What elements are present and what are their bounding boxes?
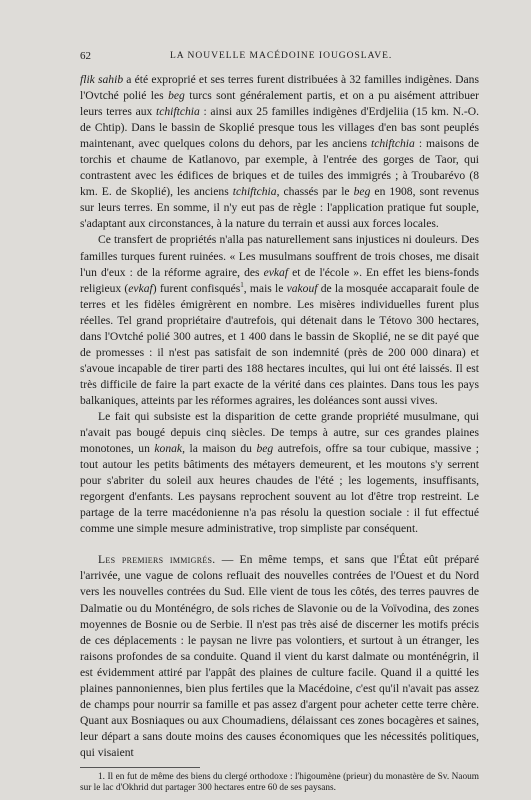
italic-term: beg <box>353 185 371 199</box>
text-run: Ce transfert de propriétés n'alla pas naturellement sans injustices ni douleurs. Des familles turques furent ruinées. « Les musulmans souffrent de trois choses, me disait l'un d'eux : de la réforme agraire, des <box>80 233 479 279</box>
text-run: , mais le <box>243 281 287 295</box>
running-head <box>80 50 479 68</box>
page-number: 62 <box>80 50 91 62</box>
body-text <box>80 72 479 761</box>
text-run: : ainsi aux 25 familles indigènes d'Erdjeliia (15 km. N.-O. de Chtip). Dans le bassin de Skoplié presque tous les villages d'en bas sont peuplés maintenant, avec quelques colons du dehors, par les anciens <box>80 105 480 151</box>
text-run: a été exproprié et ses terres furent distribuées à 32 familles indigènes. Dans l'Ovtché polié les <box>80 73 479 103</box>
paragraph <box>80 409 479 537</box>
text-run: , la maison du <box>182 442 257 456</box>
italic-term: tchiftchia <box>232 185 277 199</box>
text-run: et de l'école ». En effet les biens-fonds religieux ( <box>80 265 479 295</box>
footnote-marker: 1 <box>240 280 244 289</box>
text-run: en 1908, sont revenus sur leurs terres. En somme, il n'y eut pas de règle : l'application pratique fut souple, s'adaptant aux circonstances, à la nature du terrain et aussi aux forces locales. <box>80 185 479 231</box>
paragraph <box>80 232 479 409</box>
running-title: LA NOUVELLE MACÉDOINE IOUGOSLAVE. <box>170 51 393 61</box>
italic-term: tchiftchia <box>156 105 200 119</box>
text-run: Le fait qui subsiste est la disparition de cette grande propriété musulmane, qui n'avait pas bougé depuis cinq siècles. De temps à autre, sur ces grandes plaines monotones, un <box>80 409 479 456</box>
section-heading: Les premiers immigrés. <box>98 553 216 567</box>
italic-term: konak <box>154 442 183 456</box>
text-run: — En même temps, et sans que l'État eût préparé l'arrivée, une vague de colons refluait des nouvelles contrées de l'Ouest et du Nord vers les nouvelles contrées du Sud. Elle vient de tous les côtés, des terres pauvres de Dalmatie ou du Monténégro, de sols riches de Slavonie ou de la Voïvodina, des zones moyennes de Bosnie ou de Serbie. Il n'est pas très aisé de discerner les motifs précis de ces déplacements : le paysan ne livre pas volontiers, et surtout à un étranger, les raisons profondes de sa conduite. Quand il vient du karst dalmate ou monténégrin, il est évidemment attiré par l'appât des plaines de culture facile. Quand il a quitté les plaines pannoniennes, bien plus fertiles que la Macédoine, c'est qu'il n'avait pas assez de champs pour nourrir sa famille et pas assez d'argent pour acheter cette terre chère. Quant aux Bosniaques ou aux Choumadiens, délaissant ces zones bocagères et saines, leur départ a sans doute moins des causes économiques que les nécessités politiques, qui visaient <box>80 553 479 759</box>
text-run: de la mosquée accaparait foule de terres et les fidèles émigrèrent en nombre. Les misères individuelles furent plus réelles. Tel grand propriétaire d'autrefois, qui détenait dans le Tétovo 300 hectares, dans l'Ovtché polié 300 autres, et 1 400 dans le bassin de Skoplié, ne se dit payé que de promesses : il n'est pas satisfait de son indemnité (près de 200 000 dinara) et s'avoue incapable de tirer parti des 188 hectares incultes, qui lui ont été laissés. Il est très difficile de faire la part exacte de la vérité dans ces plaintes. Dans tous les pays balkaniques, atteints par les réformes agraires, les doléances sont aussi vives. <box>80 281 480 407</box>
footnote-rule <box>80 767 200 768</box>
italic-term: tchiftchia <box>371 137 415 151</box>
italic-term: flik sahib <box>80 73 124 86</box>
text-run: : maisons de torchis et chaume de Katlanovo, par exemple, à l'entrée des gorges de Taor, qui contrastent avec les édifices de briques et de tuiles des immigrés ; à Troubarévo (8 km. E. de Skoplié), les anciens <box>80 137 479 199</box>
text-run: turcs sont généralement partis, et on a pu aisément attribuer leurs terres aux <box>80 89 480 119</box>
text-run: ) furent confisqués <box>152 281 241 295</box>
italic-term: beg <box>256 442 274 456</box>
paragraph <box>80 72 479 232</box>
italic-term: vakouf <box>286 281 318 295</box>
italic-term: evkaf <box>263 265 289 279</box>
text-run: , chassés par le <box>276 185 354 199</box>
italic-term: evkaf <box>128 281 153 295</box>
italic-term: beg <box>168 89 185 103</box>
footnote: 1. Il en fut de même des biens du clergé orthodoxe : l'higoumène (prieur) du monastère de Sv. Naoum sur le lac d'Okhrid dut partager 300 hectares entre 60 de ses paysans. <box>80 771 479 794</box>
paragraph-section-start <box>80 552 479 761</box>
text-run: autrefois, offre sa tour cubique, massive ; tout autour les petits bâtiments des métayers demeurent, et les moutons s'y serrent pour s'abriter du soleil aux heures chaudes de l'été ; les logements, insuffisants, regorgent d'enfants. Les paysans reprochent souvent au lot d'être trop restreint. Le partage de la terre macédonienne n'a pas résolu la question sociale : il fut effectué comme une simple mesure administrative, trop simpliste par conséquent. <box>80 442 480 536</box>
